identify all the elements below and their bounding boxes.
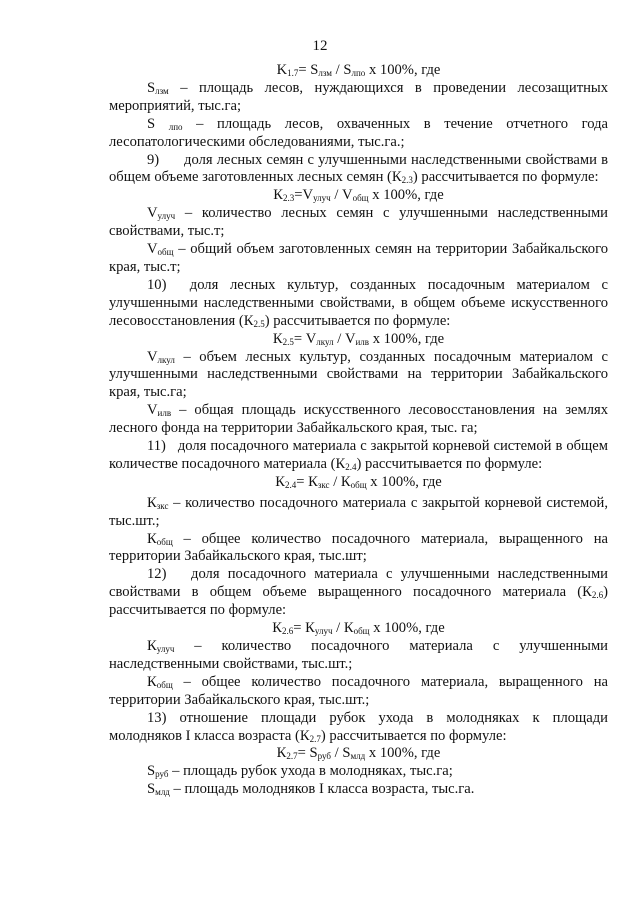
formula-line bbox=[109, 62, 608, 80]
text-run: К bbox=[273, 187, 284, 204]
formula-line bbox=[109, 745, 608, 763]
text-run: ) рассчитывается по формуле: bbox=[264, 312, 451, 329]
text-run: – площадь лесов, нуждающихся в проведении лесозащитных мероприятий, тыс.га; bbox=[109, 79, 608, 114]
subscript: улуч bbox=[157, 211, 176, 222]
text-run: ) рассчитывается по формуле: bbox=[412, 169, 599, 186]
subscript: руб bbox=[155, 769, 169, 780]
subscript: 2.6 bbox=[282, 626, 294, 637]
subscript: общ bbox=[156, 679, 173, 690]
subscript: общ bbox=[353, 626, 370, 637]
text-paragraph bbox=[109, 241, 608, 277]
text-paragraph bbox=[109, 710, 608, 746]
text-run: К bbox=[147, 494, 157, 511]
text-run: / S bbox=[330, 745, 351, 762]
subscript: 2.3 bbox=[401, 175, 413, 186]
text-run: / К bbox=[332, 620, 354, 637]
page-number: 12 bbox=[312, 38, 328, 54]
text-run: ) рассчитывается по формуле: bbox=[109, 584, 608, 619]
text-run: = S bbox=[297, 745, 318, 762]
subscript: илв bbox=[355, 336, 370, 347]
subscript: 2.4 bbox=[284, 479, 297, 490]
text-run: V bbox=[147, 241, 158, 258]
text-paragraph bbox=[109, 781, 608, 799]
text-paragraph bbox=[109, 438, 608, 474]
text-paragraph bbox=[109, 277, 608, 331]
text-run: 12) доля посадочного материала с улучшенными наследственными свойствами в общем объеме выращенного посадочного материала (К bbox=[109, 566, 608, 601]
text-run: – количество посадочного материала с закрытой корневой системой, тыс.шт.; bbox=[109, 494, 608, 529]
text-run: / К bbox=[329, 473, 351, 490]
subscript: общ bbox=[350, 479, 367, 490]
text-run: К bbox=[272, 620, 282, 637]
text-paragraph bbox=[109, 531, 608, 567]
subscript: лпо bbox=[168, 121, 183, 132]
text-run: – количество лесных семян с улучшенными наследственными свойствами, тыс.т; bbox=[109, 205, 608, 240]
subscript: общ bbox=[156, 536, 173, 547]
text-paragraph bbox=[109, 116, 608, 152]
text-paragraph bbox=[109, 80, 608, 116]
text-run: / V bbox=[330, 187, 353, 204]
text-run: – общее количество посадочного материала, выращенного на территории Забайкальского края, тыс.шт; bbox=[109, 530, 608, 565]
text-run: – площадь рубок ухода в молодняках, тыс.га; bbox=[168, 763, 453, 780]
text-run: К bbox=[276, 745, 287, 762]
text-run: S bbox=[147, 79, 156, 96]
text-run: – объем лесных культур, созданных посадочным материалом с улучшенными наследственными свойствами на территории Забайкальского края, тыс.га; bbox=[109, 348, 608, 401]
text-run: – площадь молодняков I класса возраста, тыс.га. bbox=[169, 781, 475, 798]
text-paragraph bbox=[109, 763, 608, 781]
text-run: = S bbox=[298, 62, 319, 78]
text-run: S bbox=[147, 781, 156, 798]
text-run: 10) доля лесных культур, созданных посадочным материалом с улучшенными наследственными свойствами, в общем объеме искусственного лесовосстановления (К bbox=[109, 276, 608, 329]
subscript: руб bbox=[317, 751, 331, 762]
subscript: млд bbox=[155, 787, 170, 798]
text-run: / V bbox=[333, 330, 356, 347]
text-paragraph bbox=[109, 349, 608, 403]
text-run: ) рассчитывается по формуле: bbox=[320, 727, 507, 744]
text-run: – общий объем заготовленных семян на территории Забайкальского края, тыс.т; bbox=[109, 241, 608, 275]
text-run: х 100%, где bbox=[365, 745, 441, 762]
text-run: х 100%, где bbox=[368, 187, 444, 204]
formula-line bbox=[109, 331, 608, 349]
subscript: 2.7 bbox=[309, 733, 321, 744]
formula-line bbox=[109, 620, 608, 638]
text-run: = V bbox=[293, 330, 317, 347]
text-run: – количество посадочного материала с улучшенными наследственными свойствами, тыс.шт.; bbox=[109, 638, 608, 672]
text-run: – площадь лесов, охваченных в течение отчетного года лесопатологическими обследованиями, тыс.га.; bbox=[109, 115, 608, 150]
text-paragraph bbox=[109, 495, 608, 531]
text-run: – общее количество посадочного материала, выращенного на территории Забайкальского края, тыс.шт.; bbox=[109, 673, 608, 708]
subscript: лпо bbox=[351, 68, 366, 78]
text-paragraph bbox=[109, 674, 608, 710]
text-run: =V bbox=[294, 187, 314, 204]
subscript: 2.6 bbox=[591, 590, 604, 601]
text-run: х 100%, где bbox=[366, 473, 442, 490]
text-paragraph bbox=[109, 638, 608, 674]
formula-line bbox=[109, 187, 608, 205]
text-run: S bbox=[147, 115, 169, 132]
text-run: V bbox=[147, 402, 158, 419]
text-run: V bbox=[147, 348, 158, 365]
formula-line bbox=[109, 474, 608, 492]
subscript: 1.7 bbox=[287, 68, 299, 78]
subscript: лзм bbox=[155, 85, 169, 96]
text-run: х 100%, где bbox=[369, 330, 445, 347]
subscript: улуч bbox=[156, 644, 175, 654]
text-run: ) рассчитывается по формуле: bbox=[356, 455, 543, 472]
subscript: 2.3 bbox=[283, 193, 295, 204]
text-run: 11) доля посадочного материала с закрытой корневой системой в общем количестве посадочного материала (К bbox=[109, 438, 608, 472]
text-run: = К bbox=[296, 473, 318, 490]
subscript: лкул bbox=[316, 336, 334, 347]
subscript: зкс bbox=[317, 479, 330, 490]
text-run: К bbox=[275, 473, 285, 490]
subscript: млд bbox=[350, 751, 366, 762]
subscript: улуч bbox=[313, 193, 331, 204]
text-run: / S bbox=[332, 62, 352, 78]
text-run: 13) отношение площади рубок ухода в молодняках к площади молодняков I класса возраста (К bbox=[109, 709, 608, 744]
text-run: х 100%, где bbox=[365, 62, 441, 78]
text-run: К bbox=[147, 638, 157, 654]
subscript: 2.7 bbox=[286, 751, 298, 762]
text-run: = К bbox=[293, 620, 315, 637]
subscript: илв bbox=[157, 408, 172, 419]
subscript: улуч bbox=[314, 626, 333, 637]
text-run: К bbox=[272, 330, 283, 347]
text-run: х 100%, где bbox=[369, 620, 445, 637]
text-run: К bbox=[147, 673, 157, 690]
text-run: K bbox=[276, 62, 288, 78]
subscript: общ bbox=[157, 247, 174, 258]
text-paragraph bbox=[109, 205, 608, 241]
text-run: V bbox=[147, 205, 158, 222]
document-body bbox=[109, 62, 608, 799]
subscript: 2.4 bbox=[345, 461, 357, 472]
text-run: К bbox=[147, 530, 157, 547]
subscript: общ bbox=[352, 193, 369, 204]
subscript: 2.5 bbox=[253, 318, 265, 329]
text-run: 9) доля лесных семян с улучшенными наследственными свойствами в общем объеме заготовленных лесных семян (К bbox=[109, 151, 608, 186]
subscript: 2.5 bbox=[282, 336, 294, 347]
text-run: – общая площадь искусственного лесовосстановления на землях лесного фонда на территории Забайкальского края, тыс. га; bbox=[109, 402, 608, 437]
text-paragraph bbox=[109, 402, 608, 438]
text-run: S bbox=[147, 763, 156, 780]
subscript: зкс bbox=[156, 500, 169, 511]
subscript: лзм bbox=[318, 68, 333, 78]
text-paragraph bbox=[109, 152, 608, 188]
subscript: лкул bbox=[157, 354, 175, 365]
text-paragraph bbox=[109, 566, 608, 620]
